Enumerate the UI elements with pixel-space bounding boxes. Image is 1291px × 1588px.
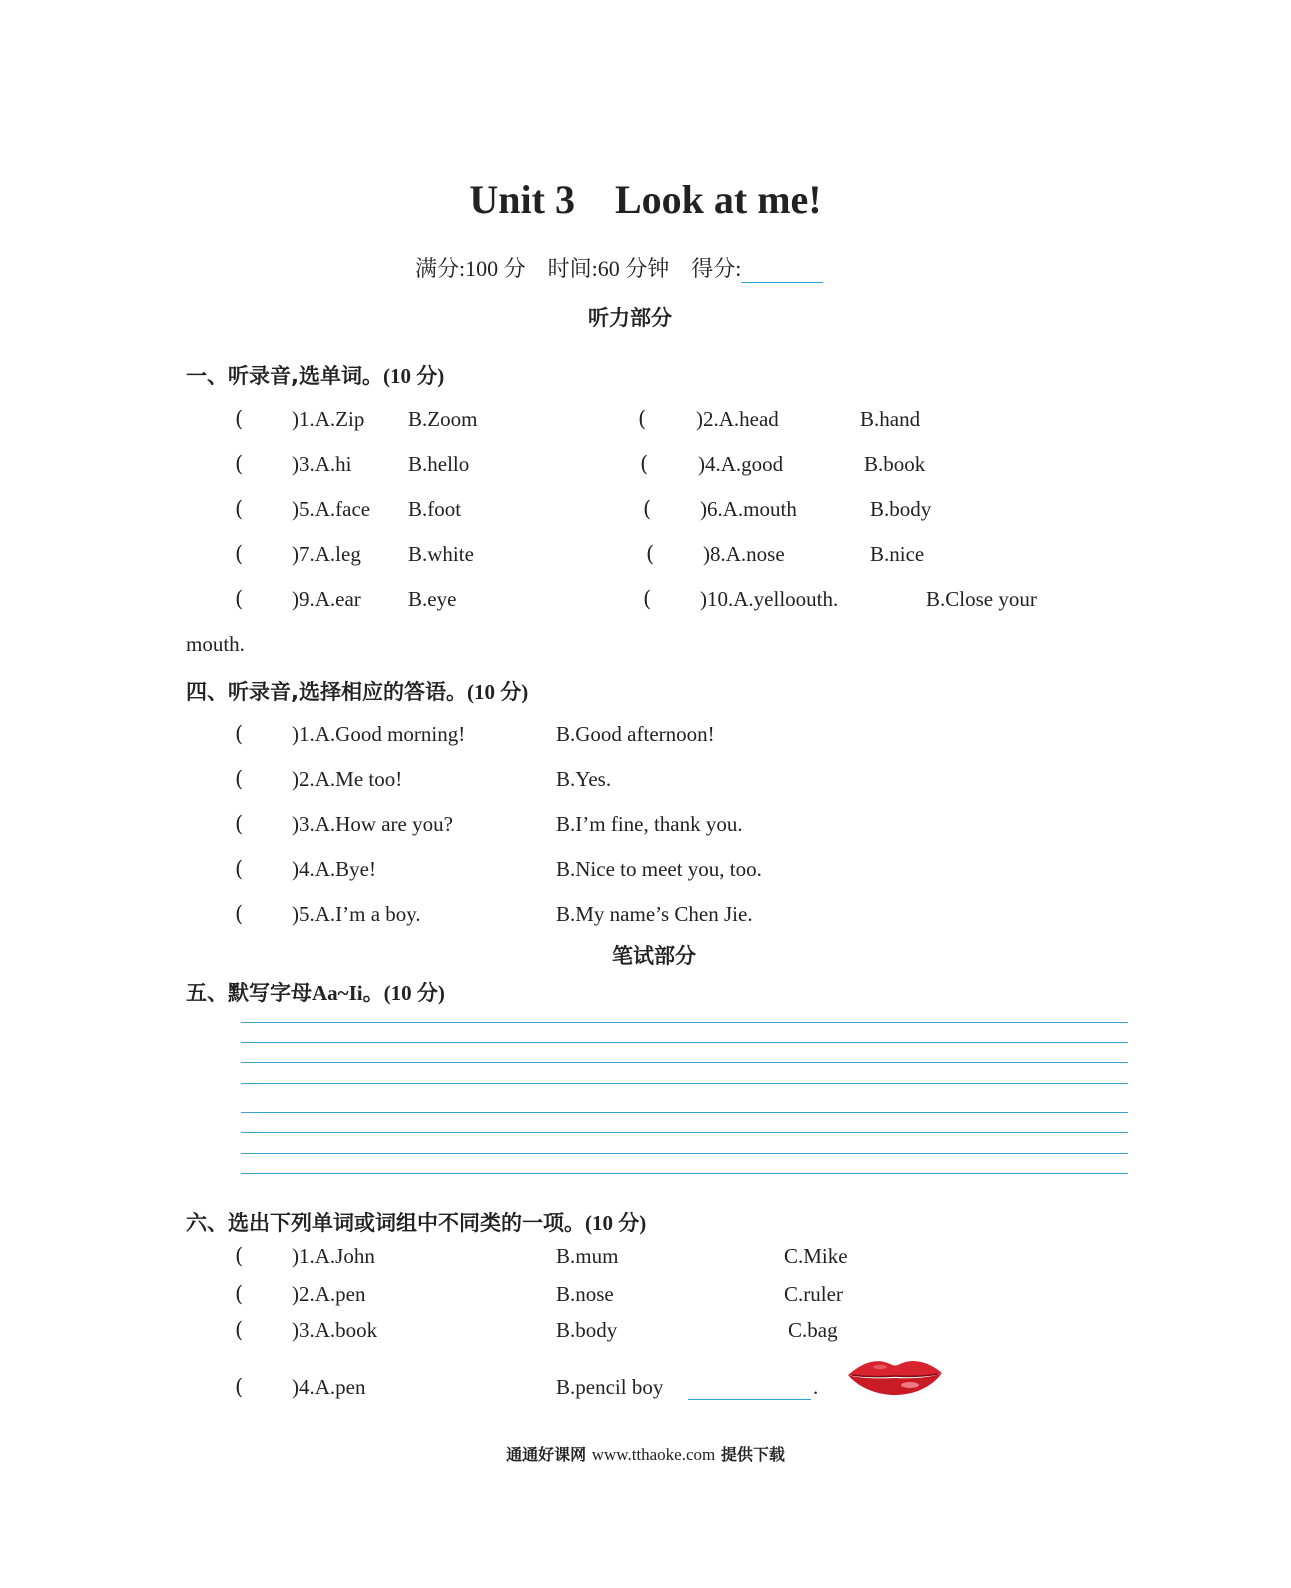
footer-credit [0, 1442, 1291, 1465]
answer-paren[interactable]: ( [235, 857, 244, 881]
answer-paren[interactable]: ( [235, 1244, 244, 1268]
answer-paren[interactable]: ( [235, 1318, 244, 1342]
item-option-b: B.white [408, 542, 474, 566]
item-option-a: )2.A.head [696, 407, 779, 431]
item-option-b: B.My name’s Chen Jie. [556, 902, 753, 926]
item-option-a: )6.A.mouth [700, 497, 797, 521]
item-option-c: C.bag [788, 1318, 838, 1342]
full-score: 满分:100 分 [415, 256, 526, 281]
answer-paren[interactable]: ( [235, 1282, 244, 1306]
item-option-b: B.body [870, 497, 932, 521]
item-option-b: B.Yes. [556, 767, 612, 791]
item-option-a: )3.A.book [292, 1318, 378, 1342]
item-option-a: )8.A.nose [703, 542, 785, 566]
answer-paren[interactable]: ( [235, 587, 244, 611]
section-4-title: 四、听录音,选择相应的答语。 [186, 680, 467, 704]
answer-paren[interactable]: ( [640, 452, 649, 476]
item-option-b: B.eye [408, 587, 457, 611]
answer-paren[interactable]: ( [643, 587, 652, 611]
item-option-a: )5.A.I’m a boy. [292, 902, 421, 926]
answer-paren[interactable]: ( [235, 497, 244, 521]
answer-paren[interactable]: ( [235, 452, 244, 476]
wrapped-text: mouth. [186, 632, 245, 656]
item-option-a: )4.A.good [698, 452, 784, 476]
answer-paren[interactable]: ( [235, 1375, 244, 1399]
answer-paren[interactable]: ( [235, 722, 244, 746]
item-option-a: )7.A.leg [292, 542, 361, 566]
item-option-a: )3.A.hi [292, 452, 352, 476]
item-option-b: B.nose [556, 1282, 614, 1306]
item-option-b: B.Close your [926, 587, 1037, 611]
item-period: . [813, 1375, 819, 1399]
item-option-b: B.pencil boy [556, 1375, 664, 1399]
item-option-a: )1.A.Zip [292, 407, 365, 431]
item-option-c: C.ruler [784, 1282, 843, 1306]
answer-blank[interactable] [688, 1399, 811, 1400]
exam-meta [415, 252, 823, 283]
handwriting-lines[interactable] [241, 1022, 1128, 1176]
item-option-a: )3.A.How are you? [292, 812, 453, 836]
item-option-b: B.hello [408, 452, 470, 476]
item-option-a: )4.A.pen [292, 1375, 366, 1399]
section-4-heading [186, 676, 528, 706]
footer-site-name: 通通好课网 [506, 1445, 587, 1464]
item-option-a: )10.A.yelloouth. [700, 587, 839, 611]
item-option-a: )5.A.face [292, 497, 371, 521]
item-option-b: B.hand [860, 407, 921, 431]
score-blank[interactable] [741, 260, 823, 283]
section-1-title: 一、听录音,选单词。 [186, 364, 383, 388]
answer-paren[interactable]: ( [235, 812, 244, 836]
item-option-b: B.Nice to meet you, too. [556, 857, 762, 881]
item-option-b: B.I’m fine, thank you. [556, 812, 743, 836]
item-option-a: )1.A.Good morning! [292, 722, 466, 746]
item-option-a: )4.A.Bye! [292, 857, 376, 881]
answer-paren[interactable]: ( [235, 767, 244, 791]
footer-site-url[interactable]: www.tthaoke.com [591, 1445, 716, 1464]
answer-paren[interactable]: ( [235, 902, 244, 926]
page-title: Unit 3 Look at me! [469, 177, 822, 222]
item-option-c: C.Mike [784, 1244, 848, 1268]
item-option-a: )9.A.ear [292, 587, 361, 611]
item-option-b: B.mum [556, 1244, 619, 1268]
answer-paren[interactable]: ( [646, 542, 655, 566]
section-1-score: (10 分) [382, 364, 445, 388]
item-option-b: B.Zoom [408, 407, 478, 431]
footer-download-text: 提供下载 [720, 1445, 785, 1464]
item-option-b: B.book [864, 452, 926, 476]
section-5-heading [186, 977, 445, 1007]
answer-paren[interactable]: ( [235, 542, 244, 566]
item-option-a: )2.A.Me too! [292, 767, 403, 791]
time-limit: 时间:60 分钟 [547, 256, 670, 281]
section-6-heading [186, 1207, 646, 1237]
item-option-b: B.Good afternoon! [556, 722, 715, 746]
item-option-b: B.foot [408, 497, 462, 521]
section-5-letters: Aa~Ii。 [312, 981, 384, 1005]
answer-paren[interactable]: ( [235, 407, 244, 431]
item-option-b: B.nice [870, 542, 925, 566]
item-option-a: )1.A.John [292, 1244, 375, 1268]
section-1-heading [186, 360, 444, 390]
listening-part-label: 听力部分 [588, 306, 672, 330]
answer-paren[interactable]: ( [643, 497, 652, 521]
section-5-score: (10 分) [383, 981, 445, 1005]
score-label: 得分: [691, 256, 742, 281]
section-6-score: (10 分) [585, 1211, 647, 1235]
item-option-b: B.body [556, 1318, 618, 1342]
item-option-a: )2.A.pen [292, 1282, 366, 1306]
lips-icon [846, 1355, 944, 1397]
section-5-title: 五、默写字母 [186, 981, 312, 1005]
section-6-title: 六、选出下列单词或词组中不同类的一项。 [186, 1211, 585, 1235]
answer-paren[interactable]: ( [638, 407, 647, 431]
writing-part-label: 笔试部分 [612, 944, 696, 968]
section-4-score: (10 分) [466, 680, 529, 704]
